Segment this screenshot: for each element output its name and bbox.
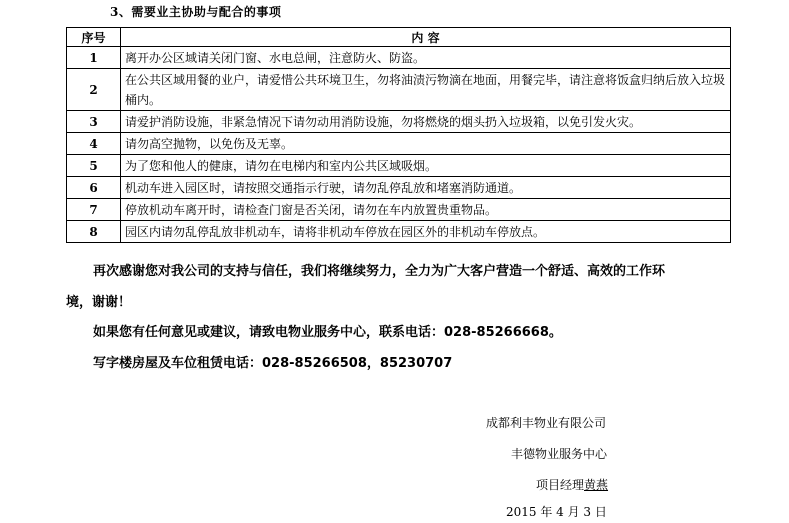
table-row	[67, 69, 731, 111]
signature-company: 成都利丰物业有限公司	[486, 416, 607, 430]
row-content: 离开办公区域请关闭门窗、水电总闸，注意防火、防盗。	[121, 47, 731, 69]
row-content: 园区内请勿乱停乱放非机动车，请将非机动车停放在园区外的非机动车停放点。	[121, 221, 731, 243]
manager-name: 黄燕	[584, 478, 609, 492]
row-no: 1	[67, 47, 121, 69]
section-heading: 3、需要业主协助与配合的事项	[110, 5, 282, 19]
row-no: 7	[67, 199, 121, 221]
row-no: 2	[67, 69, 121, 111]
signature-date: 2015 年 4 月 3 日	[506, 505, 607, 519]
signature-center: 丰德物业服务中心	[511, 447, 608, 461]
table-row	[67, 111, 731, 133]
row-no: 3	[67, 111, 121, 133]
row-content: 请勿高空抛物，以免伤及无辜。	[121, 133, 731, 155]
signature-manager	[536, 476, 608, 493]
row-content: 在公共区域用餐的业户，请爱惜公共环境卫生，勿将油渍污物滴在地面，用餐完毕，请注意将饭盒归纳后放入垃圾桶内。	[121, 69, 731, 111]
contact-line: 如果您有任何意见或建议，请致电物业服务中心，联系电话：028-85266668。	[93, 325, 562, 340]
table-row	[67, 221, 731, 243]
table-row	[67, 199, 731, 221]
table-row	[67, 155, 731, 177]
table-header-row	[67, 28, 731, 47]
leasing-line: 写字楼房屋及车位租赁电话：028-85266508，85230707	[93, 356, 453, 371]
header-content: 内 容	[121, 28, 731, 47]
header-no: 序号	[67, 28, 121, 47]
thanks-line-2: 境，谢谢！	[66, 295, 132, 310]
row-no: 6	[67, 177, 121, 199]
items-table	[66, 27, 731, 243]
row-content: 为了您和他人的健康，请勿在电梯内和室内公共区域吸烟。	[121, 155, 731, 177]
table-row	[67, 177, 731, 199]
row-content: 机动车进入园区时，请按照交通指示行驶，请勿乱停乱放和堵塞消防通道。	[121, 177, 731, 199]
table-row	[67, 133, 731, 155]
row-content: 请爱护消防设施，非紧急情况下请勿动用消防设施，勿将燃烧的烟头扔入垃圾箱，以免引发火灾。	[121, 111, 731, 133]
row-content: 停放机动车离开时，请检查门窗是否关闭，请勿在车内放置贵重物品。	[121, 199, 731, 221]
thanks-line-1: 再次感谢您对我公司的支持与信任，我们将继续努力，全力为广大客户营造一个舒适、高效的工作环	[93, 264, 666, 279]
row-no: 4	[67, 133, 121, 155]
manager-title: 项目经理	[536, 478, 585, 492]
row-no: 5	[67, 155, 121, 177]
row-no: 8	[67, 221, 121, 243]
table-row	[67, 47, 731, 69]
